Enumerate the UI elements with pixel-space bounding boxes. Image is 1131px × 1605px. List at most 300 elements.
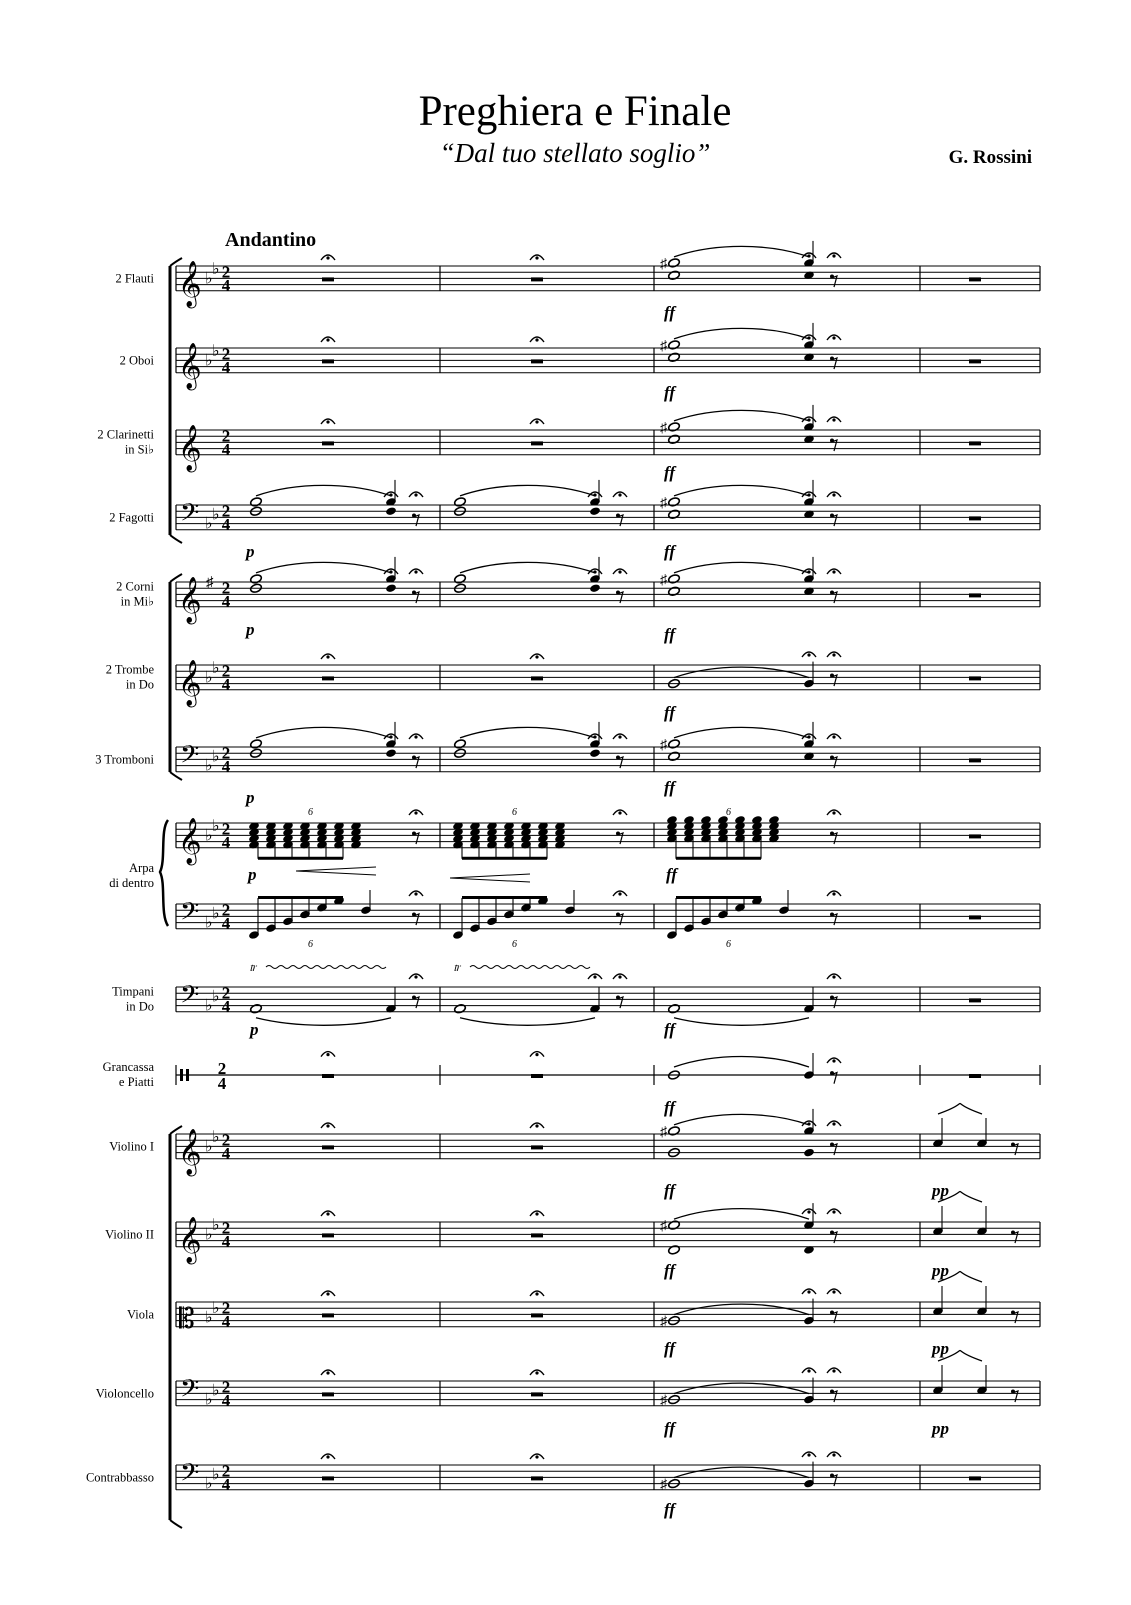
trill-icon: 𝆖	[250, 960, 257, 974]
treble-clef-icon: 𝄞	[178, 1216, 202, 1263]
rest-icon	[969, 1476, 981, 1480]
bass-clef-icon: 𝄢	[180, 740, 200, 776]
slur	[674, 485, 809, 496]
instrument-label-arpa: Arpa	[129, 860, 154, 875]
dynamic-marking: ff	[664, 383, 676, 402]
instrument-label-trombe: 2 Trombe	[105, 662, 154, 677]
eighth-rest-icon	[830, 439, 837, 452]
slur	[256, 485, 391, 496]
flat-icon: ♭	[212, 660, 220, 678]
rest-icon	[969, 593, 981, 597]
time-signature-numerator: 2	[221, 262, 231, 282]
instrument-label-clarinetti: in Si♭	[124, 442, 154, 457]
note-icon	[668, 422, 681, 433]
eighth-rest-icon	[830, 756, 837, 769]
dynamic-marking: ff	[664, 778, 676, 797]
dynamic-marking: ff	[664, 463, 676, 482]
slur	[674, 328, 809, 339]
fermata-icon	[409, 974, 423, 979]
fermata-icon	[588, 569, 602, 574]
rest-icon	[531, 277, 543, 281]
flat-icon: ♭	[212, 988, 220, 1006]
slur	[460, 727, 595, 738]
fermata-icon	[321, 1291, 335, 1296]
time-signature-numerator: 2	[221, 661, 231, 681]
key-signature-icon	[205, 748, 220, 774]
note-icon	[668, 509, 681, 520]
note-icon	[454, 574, 467, 585]
page-subtitle: “Dal tuo stellato soglio”	[439, 138, 711, 168]
fermata-icon	[530, 255, 544, 260]
rest-icon	[322, 1313, 334, 1317]
dynamic-marking: ff	[664, 1098, 676, 1117]
key-signature-icon	[205, 1300, 220, 1326]
dynamic-marking: p	[250, 1020, 259, 1039]
staff-lines	[176, 266, 1040, 1490]
flat-icon: ♭	[212, 1300, 220, 1318]
eighth-rest-icon	[412, 514, 419, 527]
flat-icon: ♭	[205, 515, 213, 533]
key-signature-icon	[205, 660, 220, 686]
instrument-label-corni: in Mi♭	[120, 594, 154, 609]
fermata-icon	[321, 1454, 335, 1459]
fermata-icon	[802, 335, 816, 340]
rest-icon	[531, 1233, 543, 1237]
flat-icon: ♭	[205, 1391, 213, 1409]
eighth-rest-icon	[830, 1143, 837, 1156]
sharp-icon: ♯	[660, 737, 667, 753]
fermata-icon	[802, 1209, 816, 1214]
eighth-rest-icon	[412, 756, 419, 769]
flat-icon: ♭	[205, 669, 213, 687]
slur	[460, 1018, 595, 1026]
rest-icon	[969, 1074, 981, 1078]
note-icon	[668, 258, 681, 269]
slur	[674, 410, 809, 421]
eighth-rest-icon	[412, 996, 419, 1009]
fermata-icon	[530, 1370, 544, 1375]
rest-icon	[531, 1392, 543, 1396]
flat-icon: ♭	[205, 1226, 213, 1244]
fermata-icon	[802, 417, 816, 422]
rest-icon	[969, 998, 981, 1002]
rest-icon	[531, 1476, 543, 1480]
rest-icon	[322, 277, 334, 281]
note-icon	[668, 270, 681, 281]
fermata-icon	[827, 1058, 841, 1063]
eighth-rest-icon	[830, 357, 837, 370]
time-signature-numerator: 2	[221, 743, 231, 763]
fermata-icon	[530, 337, 544, 342]
note-icon	[589, 583, 601, 593]
dynamic-marking: pp	[932, 1181, 949, 1200]
bass-clef-icon: 𝄢	[180, 1458, 200, 1494]
dynamic-marking: ff	[664, 703, 676, 722]
time-signature-numerator: 2	[221, 819, 231, 839]
note-icon	[250, 1003, 263, 1014]
eighth-rest-icon	[412, 591, 419, 604]
fermata-icon	[409, 492, 423, 497]
rest-icon	[969, 834, 981, 838]
tuplet-marking: 6	[512, 938, 517, 950]
beam	[258, 896, 343, 899]
tuplet-marking: 6	[512, 807, 517, 818]
fermata-icon	[530, 1211, 544, 1216]
time-signature-denominator: 4	[221, 674, 231, 694]
rest-icon	[969, 277, 981, 281]
fermata-icon	[827, 974, 841, 979]
dynamic-marking: ff	[664, 625, 676, 644]
flat-icon: ♭	[205, 1309, 213, 1327]
treble-clef-icon: 𝄞	[178, 659, 202, 706]
instrument-label-violino1: Violino I	[109, 1139, 154, 1154]
eighth-rest-icon	[830, 514, 837, 527]
sharp-icon: ♯	[660, 1124, 667, 1140]
time-signature-numerator: 2	[221, 1130, 231, 1150]
bass-clef-icon: 𝄢	[180, 897, 200, 933]
eighth-rest-icon	[830, 1390, 837, 1403]
fermata-icon	[530, 1123, 544, 1128]
fermata-icon	[613, 569, 627, 574]
note-icon	[250, 497, 263, 508]
crescendo-hairpin	[296, 867, 376, 875]
fermata-icon	[321, 1211, 335, 1216]
fermata-icon	[827, 569, 841, 574]
fermata-icon	[384, 734, 398, 739]
key-signature-icon	[205, 1466, 220, 1492]
dynamic-marking: ff	[666, 865, 678, 884]
fermata-icon	[321, 1370, 335, 1375]
key-signature-icon	[205, 343, 220, 369]
eighth-rest-icon	[1011, 1390, 1018, 1403]
slur	[674, 727, 809, 738]
slur	[674, 1018, 809, 1026]
key-signature-icon	[205, 988, 220, 1014]
fermata-icon	[613, 891, 627, 896]
fermata-icon	[802, 1368, 816, 1373]
fermata-icon	[827, 253, 841, 258]
flat-icon: ♭	[212, 343, 220, 361]
rest-icon	[322, 1233, 334, 1237]
note-icon	[385, 748, 397, 758]
flat-icon: ♭	[212, 818, 220, 836]
fermata-icon	[827, 652, 841, 657]
trill-icon: 𝆖	[454, 960, 461, 974]
rest-icon	[322, 1476, 334, 1480]
rest-icon	[322, 1074, 334, 1078]
dynamic-marking: ff	[664, 1500, 676, 1519]
rest-icon	[531, 676, 543, 680]
fermata-icon	[613, 492, 627, 497]
note-icon	[250, 739, 263, 750]
trill-line	[470, 966, 590, 969]
fermata-icon	[802, 253, 816, 258]
fermata-icon	[384, 569, 398, 574]
treble-clef-icon: 𝄞	[178, 576, 202, 623]
time-signature-denominator: 4	[221, 275, 231, 295]
eighth-rest-icon	[616, 832, 623, 845]
slur	[674, 667, 809, 678]
note-icon	[668, 1126, 681, 1137]
dynamic-marking: pp	[932, 1419, 949, 1438]
dynamic-marking: ff	[664, 1020, 676, 1039]
eighth-rest-icon	[616, 591, 623, 604]
slur	[938, 1104, 982, 1115]
instrument-label-trombe: in Do	[125, 677, 154, 692]
sharp-icon: ♯	[660, 256, 667, 272]
key-signature-icon	[205, 818, 220, 844]
instrument-label-flauti: 2 Flauti	[115, 271, 154, 286]
time-signature-denominator: 4	[221, 439, 231, 459]
flat-icon: ♭	[205, 914, 213, 932]
fermata-icon	[827, 492, 841, 497]
slur	[256, 1018, 391, 1026]
flat-icon: ♭	[205, 1475, 213, 1493]
fermata-icon	[321, 1052, 335, 1057]
eighth-rest-icon	[830, 674, 837, 687]
dynamic-marking: ff	[664, 1261, 676, 1280]
instrument-label-corni: 2 Corni	[116, 579, 154, 594]
rest-icon	[969, 676, 981, 680]
dynamic-marking: ff	[664, 1181, 676, 1200]
instrument-label-grancassa: e Piatti	[118, 1075, 154, 1089]
fermata-icon	[409, 810, 423, 815]
time-signature-numerator: 2	[221, 1377, 231, 1397]
time-signature-denominator: 4	[221, 357, 231, 377]
instrument-label-timpani: Timpani	[112, 984, 154, 999]
fermata-icon	[802, 569, 816, 574]
treble-clef-icon: 𝄞	[178, 1128, 202, 1175]
rest-icon	[322, 1145, 334, 1149]
key-signature-icon	[205, 905, 220, 931]
tuplet-marking: 6	[308, 807, 313, 818]
time-signature-numerator: 2	[221, 344, 231, 364]
sharp-icon: ♯	[206, 575, 214, 591]
system-barlines	[176, 266, 1040, 1490]
treble-clef-icon: 𝄞	[178, 342, 202, 389]
fermata-icon	[321, 654, 335, 659]
tuplet-marking: 6	[726, 807, 731, 818]
note-icon	[668, 751, 681, 762]
sharp-icon: ♯	[660, 420, 667, 436]
eighth-rest-icon	[1011, 1143, 1018, 1156]
dynamic-marking: ff	[664, 303, 676, 322]
eighth-rest-icon	[830, 275, 837, 288]
fermata-icon	[384, 492, 398, 497]
time-signature-denominator: 4	[221, 1311, 231, 1331]
beam	[258, 857, 343, 860]
alto-clef-icon: 𝄡	[179, 1301, 195, 1335]
fermata-icon	[802, 1121, 816, 1126]
eighth-rest-icon	[616, 996, 623, 1009]
fermata-icon	[802, 652, 816, 657]
fermata-icon	[588, 734, 602, 739]
note-icon	[668, 1003, 681, 1014]
flat-icon: ♭	[212, 1217, 220, 1235]
note-icon	[668, 497, 681, 508]
fermata-icon	[827, 810, 841, 815]
dynamic-marking: ff	[664, 542, 676, 561]
fermata-icon	[588, 492, 602, 497]
eighth-rest-icon	[412, 913, 419, 926]
fermata-icon	[409, 734, 423, 739]
sharp-icon: ♯	[660, 1219, 667, 1235]
fermata-icon	[827, 1368, 841, 1373]
flat-icon: ♭	[205, 270, 213, 288]
eighth-rest-icon	[616, 756, 623, 769]
eighth-rest-icon	[830, 591, 837, 604]
time-signature-numerator: 2	[221, 501, 231, 521]
time-signature-numerator: 2	[221, 1298, 231, 1318]
dynamic-marking: p	[248, 865, 257, 884]
time-signature-denominator: 4	[221, 1143, 231, 1163]
page-title: Preghiera e Finale	[418, 88, 732, 135]
time-signature-numerator: 2	[221, 426, 231, 446]
fermata-icon	[613, 810, 627, 815]
fermata-icon	[613, 734, 627, 739]
flat-icon: ♭	[212, 506, 220, 524]
note-icon	[250, 574, 263, 585]
fermata-icon	[827, 417, 841, 422]
slur	[674, 1467, 809, 1478]
rest-icon	[322, 1392, 334, 1396]
note-icon	[668, 340, 681, 351]
time-signature-numerator: 2	[221, 983, 231, 1003]
time-signature-numerator: 2	[221, 1461, 231, 1481]
tempo-marking: Andantino	[225, 229, 317, 251]
slur	[674, 246, 809, 257]
dynamic-marking: ff	[664, 1339, 676, 1358]
time-signature-denominator: 4	[221, 514, 231, 534]
fermata-icon	[802, 1452, 816, 1457]
eighth-rest-icon	[830, 996, 837, 1009]
flat-icon: ♭	[212, 261, 220, 279]
fermata-icon	[827, 1121, 841, 1126]
time-signature-denominator: 4	[221, 1231, 231, 1251]
rest-icon	[531, 1145, 543, 1149]
fermata-icon	[802, 492, 816, 497]
note-icon	[589, 506, 601, 516]
tuplet-marking: 6	[726, 938, 731, 950]
fermata-icon	[827, 1209, 841, 1214]
key-signature-icon	[205, 1382, 220, 1408]
rest-icon	[322, 359, 334, 363]
dynamic-marking: p	[246, 542, 255, 561]
instrument-label-arpa: di dentro	[109, 875, 154, 890]
time-signature-numerator: 2	[221, 1218, 231, 1238]
fermata-icon	[802, 1289, 816, 1294]
note-icon	[385, 583, 397, 593]
sharp-icon: ♯	[660, 338, 667, 354]
instrument-label-tromboni: 3 Tromboni	[95, 752, 154, 767]
fermata-icon	[530, 419, 544, 424]
instrument-label-grancassa: Grancassa	[102, 1060, 154, 1074]
time-signature-numerator: 2	[217, 1059, 227, 1078]
bass-clef-icon: 𝄢	[180, 498, 200, 534]
key-signature-icon	[205, 1217, 220, 1243]
slur	[674, 562, 809, 573]
rest-icon	[969, 758, 981, 762]
flat-icon: ♭	[205, 997, 213, 1015]
time-signature-numerator: 2	[221, 578, 231, 598]
flat-icon: ♭	[212, 1129, 220, 1147]
flat-icon: ♭	[212, 905, 220, 923]
dynamic-marking: pp	[932, 1339, 949, 1358]
treble-clef-icon: 𝄞	[178, 260, 202, 307]
tuplet-marking: 6	[308, 938, 313, 950]
fermata-icon	[321, 337, 335, 342]
instrument-label-clarinetti: 2 Clarinetti	[97, 427, 154, 442]
key-signature-icon	[205, 506, 220, 532]
note-icon	[668, 739, 681, 750]
fermata-icon	[321, 419, 335, 424]
instrument-label-contrabbasso: Contrabbasso	[85, 1470, 154, 1485]
trill-line	[266, 966, 386, 969]
beam	[676, 857, 761, 860]
flat-icon: ♭	[205, 1138, 213, 1156]
composer-name: G. Rossini	[948, 147, 1032, 168]
fermata-icon	[409, 891, 423, 896]
fermata-icon	[613, 974, 627, 979]
fermata-icon	[321, 255, 335, 260]
sharp-icon: ♯	[660, 1477, 667, 1493]
eighth-rest-icon	[1011, 1311, 1018, 1324]
time-signature-denominator: 4	[221, 996, 231, 1016]
fermata-icon	[588, 974, 602, 979]
time-signature-denominator: 4	[221, 756, 231, 776]
slur	[674, 1057, 809, 1068]
note-icon	[589, 748, 601, 758]
dynamic-marking: ff	[664, 1419, 676, 1438]
treble-clef-icon: 𝄞	[178, 424, 202, 471]
note-icon	[668, 586, 681, 597]
beam	[676, 896, 761, 899]
dynamic-marking: p	[246, 620, 255, 639]
rest-icon	[531, 1074, 543, 1078]
eighth-rest-icon	[830, 1231, 837, 1244]
slur	[256, 562, 391, 573]
flat-icon: ♭	[205, 352, 213, 370]
note-icon	[454, 739, 467, 750]
fermata-icon	[827, 734, 841, 739]
sharp-icon: ♯	[660, 1393, 667, 1409]
bass-clef-icon: 𝄢	[180, 1374, 200, 1410]
flat-icon: ♭	[212, 1466, 220, 1484]
note-icon	[668, 1220, 681, 1231]
note-icon	[454, 1003, 467, 1014]
rest-icon	[531, 441, 543, 445]
slur	[674, 1209, 809, 1220]
rest-icon	[969, 441, 981, 445]
fermata-icon	[530, 654, 544, 659]
fermata-icon	[802, 734, 816, 739]
key-signature-icon	[205, 261, 220, 287]
eighth-rest-icon	[830, 913, 837, 926]
beam	[462, 857, 547, 860]
eighth-rest-icon	[616, 913, 623, 926]
time-signature-denominator: 4	[221, 832, 231, 852]
instrument-label-violino2: Violino II	[105, 1227, 154, 1242]
rest-icon	[969, 359, 981, 363]
sharp-icon: ♯	[660, 495, 667, 511]
flat-icon: ♭	[212, 748, 220, 766]
slur	[674, 1383, 809, 1394]
time-signature-numerator: 2	[221, 900, 231, 920]
rest-icon	[969, 516, 981, 520]
instrument-label-violoncello: Violoncello	[95, 1386, 154, 1401]
rest-icon	[531, 359, 543, 363]
instrument-label-viola: Viola	[126, 1307, 154, 1322]
